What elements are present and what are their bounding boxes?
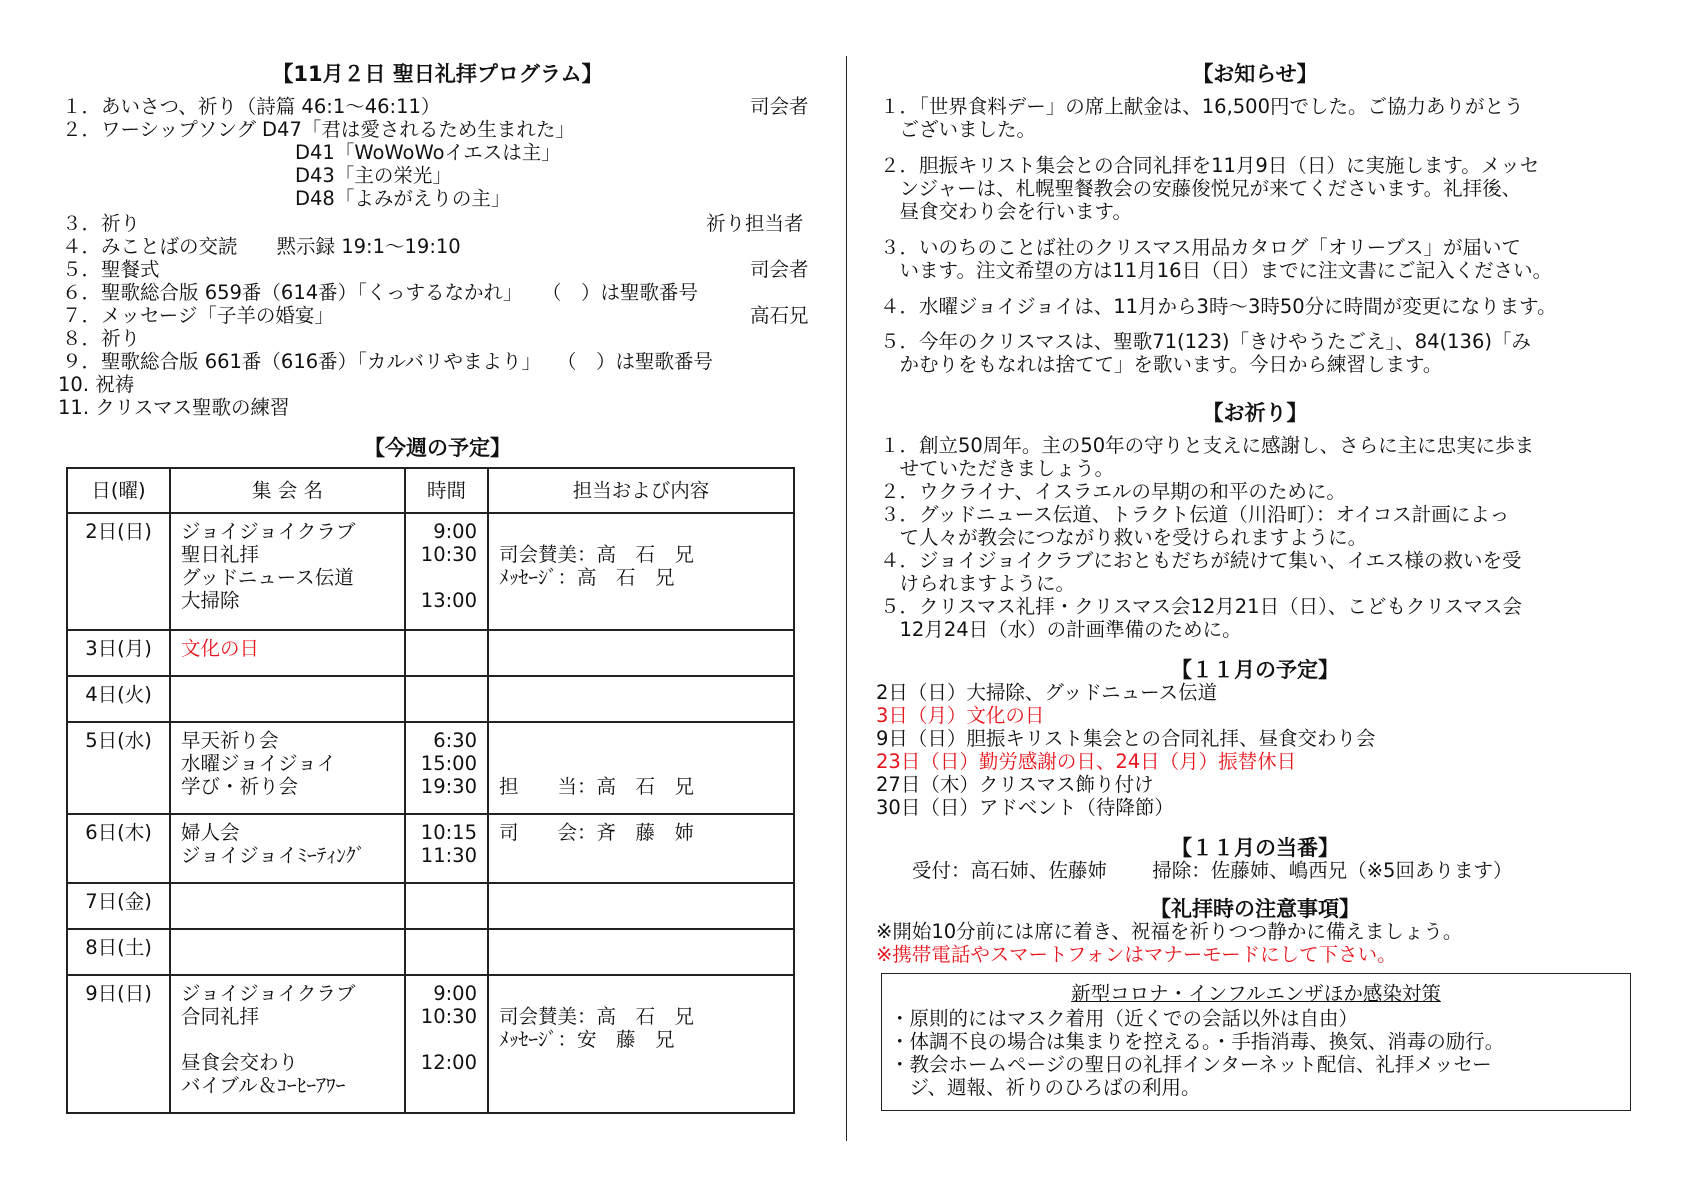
covid-title: 新型コロナ・インフルエンザほか感染対策	[1071, 982, 1441, 1005]
event-cell	[170, 676, 405, 722]
event-cell: 婦人会 ジョイジョイﾐｰﾃｨﾝｸﾞ	[170, 814, 405, 883]
notice-1-line-1: １．「世界食料デー」の席上献金は、16,500円でした。ご協力ありがとう	[880, 95, 1524, 118]
table-row	[67, 630, 794, 676]
table-row	[67, 929, 794, 975]
day-cell: 4日(火)	[67, 676, 170, 722]
program-item-6: ６．聖歌総合版 659番（614番）「くっするなかれ」 （ ）は聖歌番号	[62, 281, 699, 304]
caution-line-1: ※開始10分前には席に着き、祝福を祈りつつ静かに備えましょう。	[876, 920, 1463, 943]
monthly-item: 3日（月）文化の日	[876, 704, 1045, 727]
notice-3-line-1: ３．いのちのことば社のクリスマス用品カタログ「オリーブス」が届いて	[880, 236, 1521, 259]
notes-cell: 担 当：高 石 兄	[488, 722, 794, 814]
event-cell: ジョイジョイクラブ 合同礼拝 昼食会交わり バイブル＆ｺｰﾋｰｱﾜｰ	[170, 975, 405, 1113]
program-title: 【11月２日 聖日礼拝プログラム】	[272, 62, 603, 86]
prayer-line: ３．グッドニュース伝道、トラクト伝道（川沿町）：オイコス計画によっ	[880, 503, 1510, 526]
program-item-1: １．あいさつ、祈り（詩篇 46:1～46:11）	[62, 95, 441, 118]
prayer-line: 12月24日（水）の計画準備のために。	[880, 618, 1242, 641]
prayer-line: ５．クリスマス礼拝・クリスマス会12月21日（日）、こどもクリスマス会	[880, 595, 1523, 618]
table-row	[67, 975, 794, 1113]
prayer-line: １．創立50周年。主の50年の守りと支えに感謝し、さらに主に忠実に歩ま	[880, 434, 1535, 457]
weekly-schedule-table	[66, 467, 795, 1114]
table-row	[67, 883, 794, 929]
table-row	[67, 722, 794, 814]
column-divider	[846, 56, 847, 1141]
monthly-item: 9日（日）胆振キリスト集会との合同礼拝、昼食交わり会	[876, 727, 1376, 750]
prayer-line: けられますように。	[880, 572, 1076, 595]
time-cell	[405, 676, 488, 722]
program-item-7: ７．メッセージ「子羊の婚宴」	[62, 304, 334, 327]
prayer-line: ４．ジョイジョイクラブにおともだちが続けて集い、イエス様の救いを受	[880, 549, 1522, 572]
table-header-row	[67, 468, 794, 513]
notes-cell	[488, 883, 794, 929]
event-cell: 早天祈り会 水曜ジョイジョイ 学び・祈り会	[170, 722, 405, 814]
program-item-8: ８．祈り	[62, 327, 141, 350]
monthly-title: 【１１月の予定】	[1171, 658, 1339, 682]
caution-line-2: ※携帯電話やスマートフォンはマナーモードにして下さい。	[876, 943, 1397, 966]
time-cell	[405, 630, 488, 676]
program-item-3-role: 祈り担当者	[706, 212, 804, 235]
program-item-7-role: 高石兄	[750, 304, 809, 327]
notes-cell: 司 会：斉 藤 姉	[488, 814, 794, 883]
notes-cell	[488, 676, 794, 722]
time-cell: 9:00 10:30 13:00	[405, 513, 488, 630]
prayer-title: 【お祈り】	[1202, 401, 1308, 425]
duty-title: 【１１月の当番】	[1171, 836, 1339, 860]
covid-line: ・体調不良の場合は集まりを控える。・手指消毒、換気、消毒の励行。	[890, 1030, 1505, 1053]
monthly-item: 2日（日）大掃除、グッドニュース伝道	[876, 681, 1218, 704]
day-cell: 5日(水)	[67, 722, 170, 814]
event-cell	[170, 883, 405, 929]
program-item-9: ９．聖歌総合版 661番（616番）「カルバリやまより」 （ ）は聖歌番号	[62, 350, 713, 373]
notice-2-line-3: 昼食交わり会を行います。	[880, 200, 1132, 223]
program-item-4: ４．みことばの交読 黙示録 19:1～19:10	[62, 235, 461, 258]
program-item-2-song-3: D43「主の栄光」	[295, 164, 452, 187]
weekly-title: 【今週の予定】	[364, 436, 511, 460]
program-item-1-role: 司会者	[750, 95, 809, 118]
header-notes: 担当および内容	[488, 468, 794, 513]
event-cell: ジョイジョイクラブ 聖日礼拝 グッドニュース伝道 大掃除	[170, 513, 405, 630]
duty-text: 受付：高石姉、佐藤姉 掃除：佐藤姉、嶋西兄（※5回あります）	[912, 859, 1513, 882]
header-time: 時間	[405, 468, 488, 513]
notes-cell: 司会賛美：高 石 兄 ﾒｯｾｰｼﾞ：高 石 兄	[488, 513, 794, 630]
notice-2-line-2: ンジャーは、札幌聖餐教会の安藤俊悦兄が来てくださいます。礼拝後、	[880, 177, 1522, 200]
cautions-title: 【礼拝時の注意事項】	[1150, 897, 1360, 921]
program-item-3: ３．祈り	[62, 212, 141, 235]
notes-cell: 司会賛美：高 石 兄 ﾒｯｾｰｼﾞ：安 藤 兄	[488, 975, 794, 1113]
event-cell	[170, 929, 405, 975]
program-item-2: ２．ワーシップソング D47「君は愛されるため生まれた」	[62, 118, 575, 141]
day-cell: 7日(金)	[67, 883, 170, 929]
covid-line: ジ、週報、祈りのひろばの利用。	[890, 1076, 1201, 1099]
notice-1-line-2: ございました。	[880, 118, 1037, 141]
notice-3-line-2: います。注文希望の方は11月16日（日）までに注文書にご記入ください。	[880, 259, 1553, 282]
time-cell	[405, 929, 488, 975]
program-item-5-role: 司会者	[750, 258, 809, 281]
monthly-item: 30日（日）アドベント（待降節）	[876, 796, 1174, 819]
notices-title: 【お知らせ】	[1192, 62, 1318, 86]
prayer-line: ２．ウクライナ、イスラエルの早期の和平のために。	[880, 480, 1346, 503]
time-cell: 9:00 10:30 12:00	[405, 975, 488, 1113]
header-event: 集 会 名	[170, 468, 405, 513]
covid-line: ・原則的にはマスク着用（近くでの会話以外は自由）	[890, 1007, 1359, 1030]
notice-5-line-1: ５．今年のクリスマスは、聖歌71(123)「きけやうたごえ」、84(136)「み	[880, 330, 1531, 353]
prayer-line: せていただきましょう。	[880, 457, 1115, 480]
event-cell: 文化の日	[170, 630, 405, 676]
notice-5-line-2: かむりをもなれは捨てて」を歌います。今日から練習します。	[880, 353, 1443, 376]
table-row	[67, 814, 794, 883]
program-item-2-song-2: D41「WoWoWoイエスは主」	[295, 141, 561, 164]
time-cell	[405, 883, 488, 929]
day-cell: 2日(日)	[67, 513, 170, 630]
table-row	[67, 513, 794, 630]
time-cell: 10:15 11:30	[405, 814, 488, 883]
header-day: 日(曜)	[67, 468, 170, 513]
day-cell: 8日(土)	[67, 929, 170, 975]
notes-cell	[488, 630, 794, 676]
notice-4-line-1: ４．水曜ジョイジョイは、11月から3時～3時50分に時間が変更になります。	[880, 295, 1557, 318]
monthly-item: 23日（日）勤労感謝の日、24日（月）振替休日	[876, 750, 1297, 773]
covid-box	[881, 973, 1631, 1111]
prayer-line: て人々が教会につながり救いを受けられますように。	[880, 526, 1368, 549]
day-cell: 3日(月)	[67, 630, 170, 676]
day-cell: 9日(日)	[67, 975, 170, 1113]
notes-cell	[488, 929, 794, 975]
program-item-2-song-4: D48「よみがえりの主」	[295, 187, 511, 210]
program-item-11: 11. クリスマス聖歌の練習	[58, 396, 290, 419]
program-item-10: 10. 祝祷	[58, 373, 135, 396]
notice-2-line-1: ２．胆振キリスト集会との合同礼拝を11月9日（日）に実施します。メッセ	[880, 154, 1540, 177]
monthly-item: 27日（木）クリスマス飾り付け	[876, 773, 1154, 796]
time-cell: 6:30 15:00 19:30	[405, 722, 488, 814]
day-cell: 6日(木)	[67, 814, 170, 883]
covid-line: ・教会ホームページの聖日の礼拝インターネット配信、礼拝メッセー	[890, 1053, 1492, 1076]
table-row	[67, 676, 794, 722]
program-item-5: ５．聖餐式	[62, 258, 160, 281]
